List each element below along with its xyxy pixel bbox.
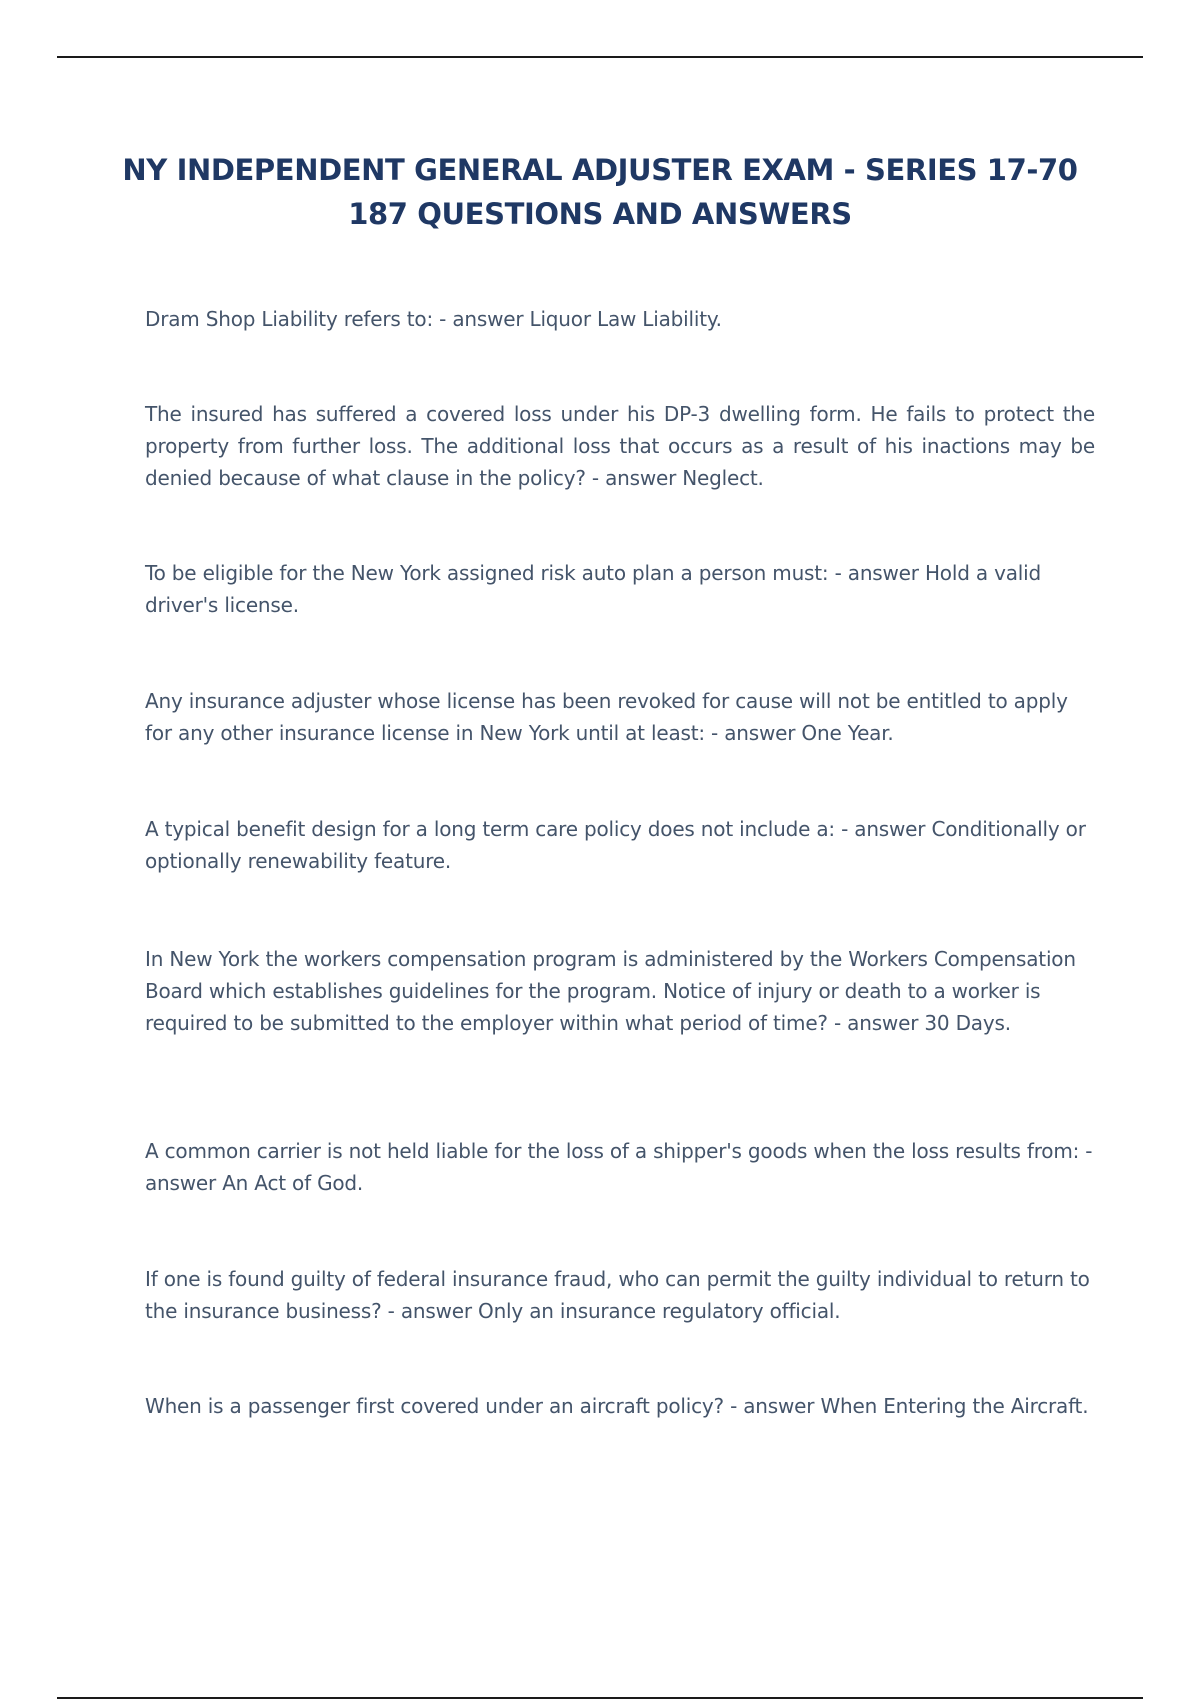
top-rule — [57, 56, 1143, 58]
qa-item-5: A typical benefit design for a long term care policy does not include a: - answer Conditionally or optionally renewability feature. — [145, 817, 1086, 873]
qa-item-1: Dram Shop Liability refers to: - answer Liquor Law Liability. — [145, 307, 722, 331]
qa-item-9: When is a passenger first covered under an aircraft policy? - answer When Entering the Aircraft. — [145, 1394, 1089, 1418]
qa-item-4: Any insurance adjuster whose license has been revoked for cause will not be entitled to apply for any other insurance license in New York until at least: - answer One Year. — [145, 689, 1068, 745]
qa-item-3: To be eligible for the New York assigned risk auto plan a person must: - answer Hold a valid driver's license. — [145, 561, 1041, 617]
bottom-rule — [57, 1697, 1143, 1699]
qa-item-7: A common carrier is not held liable for the loss of a shipper's goods when the loss results from: - answer An Act of God. — [145, 1139, 1093, 1195]
qa-item-6: In New York the workers compensation program is administered by the Workers Compensation Board which establishes guidelines for the program. Notice of injury or death to a worker is required to be submitted to the employer within what period of time? - answer 30 Days. — [145, 947, 1076, 1035]
document-title: NY INDEPENDENT GENERAL ADJUSTER EXAM - SERIES 17-70 187 QUESTIONS AND ANSWERS — [122, 153, 1078, 231]
qa-item-8: If one is found guilty of federal insurance fraud, who can permit the guilty individual to return to the insurance business? - answer Only an insurance regulatory official. — [145, 1267, 1090, 1323]
qa-item-2: The insured has suffered a covered loss under his DP-3 dwelling form. He fails to protect the property from further loss. The additional loss that occurs as a result of his inactions may be denied because of what clause in the policy? - answer Neglect. — [145, 402, 1095, 490]
